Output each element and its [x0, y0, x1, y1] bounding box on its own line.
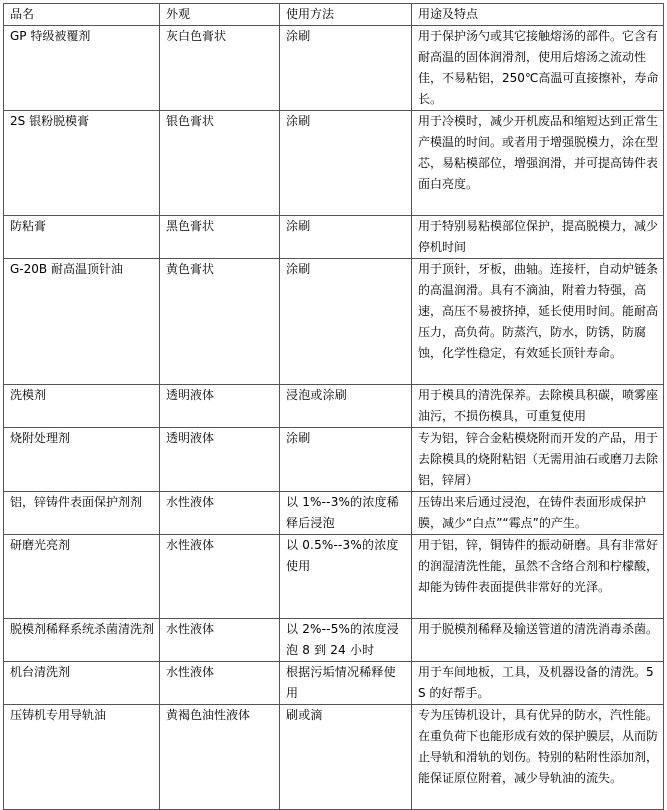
- product-name-cell: 研磨光亮剂: [4, 535, 160, 619]
- product-name-cell: 铝，锌铸件表面保护剂剂: [4, 492, 160, 535]
- usage-method-cell: 根据污垢情况稀释使用: [280, 662, 412, 705]
- header-purpose: 用途及特点: [412, 4, 664, 26]
- usage-method-cell: 以 1%--3%的浓度稀释后浸泡: [280, 492, 412, 535]
- purpose-cell: 用于车间地板，工具，及机器设备的清洗。5S 的好帮手。: [412, 662, 664, 705]
- product-name-cell: 洗模剂: [4, 385, 160, 428]
- purpose-cell: 专为压铸机设计，具有优异的防水，汽性能。在重负荷下也能形成有效的保护膜层，从而防止导轨和滑轨的划伤。特别的粘附性添加剂，能保证原位附着，减少导轨油的流失。: [412, 705, 664, 810]
- product-table: [3, 3, 664, 810]
- purpose-cell: 用于保护汤勺或其它接触熔汤的部件。它含有耐高温的固体润滑剂，使用后熔汤之流动性佳，不易粘铝，250℃高温可直接擦补，寿命长。: [412, 26, 664, 111]
- appearance-cell: 水性液体: [160, 535, 280, 619]
- header-appearance: 外观: [160, 4, 280, 26]
- usage-method-cell: 浸泡或涂刷: [280, 385, 412, 428]
- appearance-cell: 水性液体: [160, 662, 280, 705]
- product-name-cell: 烧附处理剂: [4, 428, 160, 492]
- purpose-cell: 用于铝，锌，铜铸件的振动研磨。具有非常好的润湿清洗性能，虽然不含络合剂和柠檬酸，却能为铸件表面提供非常好的光泽。: [412, 535, 664, 619]
- usage-method-cell: 以 2%--5%的浓度浸泡 8 到 24 小时: [280, 619, 412, 662]
- appearance-cell: 透明液体: [160, 428, 280, 492]
- header-usage: 使用方法: [280, 4, 412, 26]
- usage-method-cell: 以 0.5%--3%的浓度使用: [280, 535, 412, 619]
- table-row: [4, 535, 664, 619]
- appearance-cell: 水性液体: [160, 619, 280, 662]
- purpose-cell: 用于顶针，牙板，曲轴。连接杆，自动炉链条的高温润滑。具有不滴油，附着力特强，高速，高压不易被挤掉，延长使用时间。能耐高压力，高负荷。防蒸汽，防水，防锈，防腐蚀，化学性稳定，有效延长顶针寿命。: [412, 259, 664, 385]
- appearance-cell: 黄褐色油性液体: [160, 705, 280, 810]
- product-name-cell: 压铸机专用导轨油: [4, 705, 160, 810]
- usage-method-cell: 涂刷: [280, 26, 412, 111]
- purpose-cell: 用于脱模剂稀释及输送管道的清洗消毒杀菌。: [412, 619, 664, 662]
- table-row: [4, 216, 664, 259]
- table-row: [4, 492, 664, 535]
- usage-method-cell: 刷或滴: [280, 705, 412, 810]
- table-row: [4, 619, 664, 662]
- appearance-cell: 水性液体: [160, 492, 280, 535]
- purpose-cell: 用于特别易粘模部位保护，提高脱模力，减少停机时间: [412, 216, 664, 259]
- table-row: [4, 662, 664, 705]
- usage-method-cell: 涂刷: [280, 111, 412, 216]
- purpose-cell: 专为铝，锌合金粘模烧附而开发的产品，用于去除模具的烧附粘铝（无需用油石或磨刀去除铝，锌屑）: [412, 428, 664, 492]
- table-row: [4, 385, 664, 428]
- table-row: [4, 428, 664, 492]
- appearance-cell: 黄色膏状: [160, 259, 280, 385]
- table-body: [4, 26, 664, 810]
- purpose-cell: 用于模具的清洗保养。去除模具积碳，喷雾座油污，不损伤模具，可重复使用: [412, 385, 664, 428]
- table-row: [4, 26, 664, 111]
- header-row: [4, 4, 664, 26]
- product-name-cell: 机台清洗剂: [4, 662, 160, 705]
- appearance-cell: 黑色膏状: [160, 216, 280, 259]
- product-name-cell: 脱模剂稀释系统杀菌清洗剂: [4, 619, 160, 662]
- usage-method-cell: 涂刷: [280, 428, 412, 492]
- purpose-cell: 压铸出来后通过浸泡，在铸件表面形成保护膜，减少“白点”“霉点”的产生。: [412, 492, 664, 535]
- product-name-cell: GP 特级被覆剂: [4, 26, 160, 111]
- header-name: 品名: [4, 4, 160, 26]
- usage-method-cell: 涂刷: [280, 259, 412, 385]
- usage-method-cell: 涂刷: [280, 216, 412, 259]
- product-name-cell: 2S 银粉脱模膏: [4, 111, 160, 216]
- product-name-cell: 防粘膏: [4, 216, 160, 259]
- table-row: [4, 259, 664, 385]
- table-row: [4, 705, 664, 810]
- table-row: [4, 111, 664, 216]
- appearance-cell: 灰白色膏状: [160, 26, 280, 111]
- product-name-cell: G-20B 耐高温顶针油: [4, 259, 160, 385]
- purpose-cell: 用于冷模时，减少开机废品和缩短达到正常生产模温的时间。或者用于增强脱模力，涂在型芯，易粘模部位，增强润滑，并可提高铸件表面白亮度。: [412, 111, 664, 216]
- appearance-cell: 银色膏状: [160, 111, 280, 216]
- appearance-cell: 透明液体: [160, 385, 280, 428]
